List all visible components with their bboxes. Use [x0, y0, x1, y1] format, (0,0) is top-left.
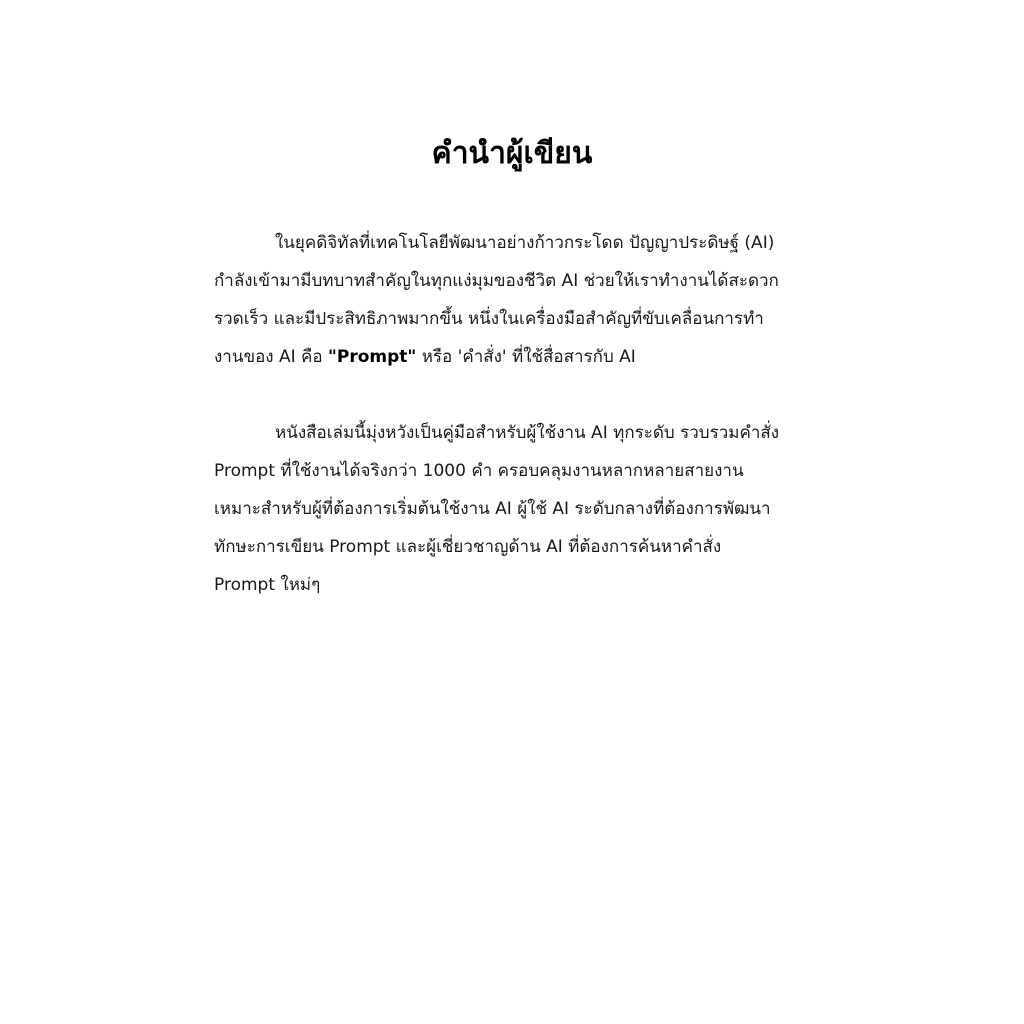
paragraph-purpose	[214, 414, 814, 604]
page-title: คำนำผู้เขียน	[431, 136, 593, 171]
paragraph-line: ทักษะการเขียน Prompt และผู้เชี่ยวชาญด้าน AI ที่ต้องการค้นหาคำสั่ง	[214, 537, 722, 557]
paragraph-line	[214, 338, 814, 376]
paragraph-line: รวดเร็ว และมีประสิทธิภาพมากขึ้น หนึ่งในเครื่องมือสำคัญที่ขับเคลื่อนการทำ	[214, 309, 764, 329]
paragraph-line: Prompt ใหม่ๆ	[214, 575, 321, 595]
paragraph-line: กำลังเข้ามามีบทบาทสำคัญในทุกแง่มุมของชีวิต AI ช่วยให้เราทำงานได้สะดวก	[214, 271, 779, 291]
paragraph-line: หนังสือเล่มนี้มุ่งหวังเป็นคู่มือสำหรับผู้ใช้งาน AI ทุกระดับ รวบรวมคำสั่ง	[275, 423, 780, 443]
paragraph-line: ในยุคดิจิทัลที่เทคโนโลยีพัฒนาอย่างก้าวกระโดด ปัญญาประดิษฐ์ (AI)	[275, 233, 775, 253]
paragraph-line: เหมาะสำหรับผู้ที่ต้องการเริ่มต้นใช้งาน AI ผู้ใช้ AI ระดับกลางที่ต้องการพัฒนา	[214, 499, 771, 519]
paragraph-intro	[214, 224, 814, 376]
prompt-emphasis: "Prompt"	[328, 347, 417, 367]
paragraph-text: หรือ 'คำสั่ง' ที่ใช้สื่อสารกับ AI	[416, 347, 636, 367]
paragraph-line: Prompt ที่ใช้งานได้จริงกว่า 1000 คำ ครอบคลุมงานหลากหลายสายงาน	[214, 461, 744, 481]
paragraph-text: งานของ AI คือ	[214, 347, 329, 367]
